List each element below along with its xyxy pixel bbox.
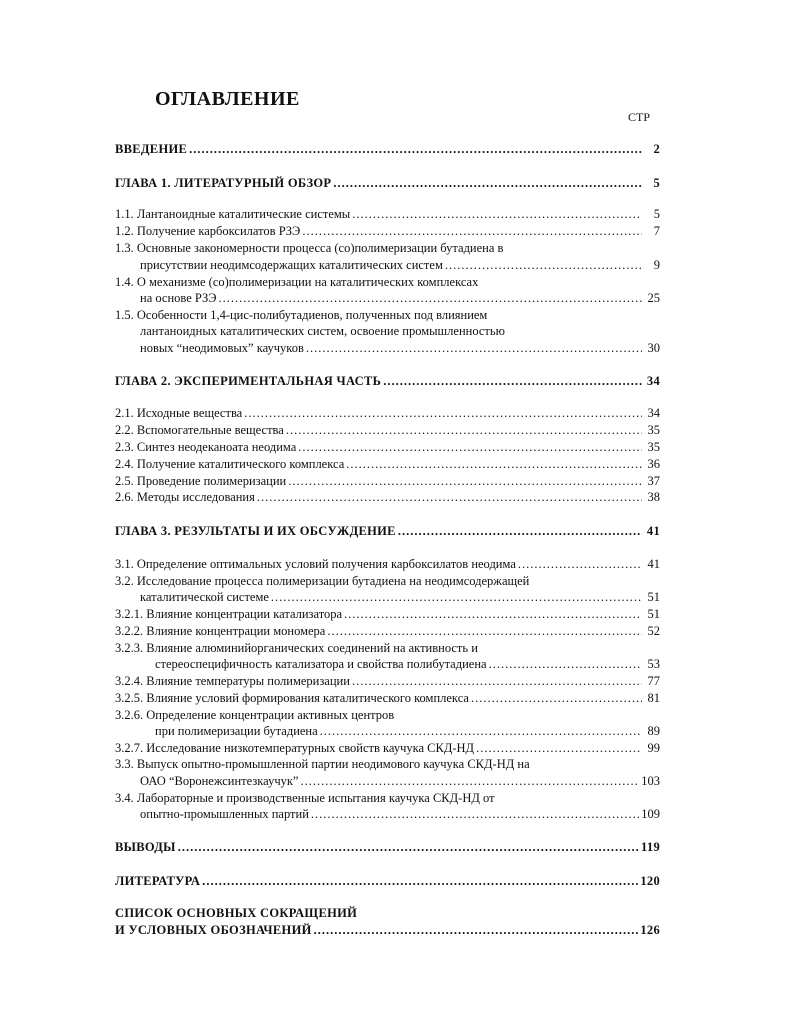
page-title: ОГЛАВЛЕНИЕ [155, 88, 300, 110]
toc-entry-3-1[interactable] [115, 556, 660, 572]
toc-entry-page: 41 [646, 524, 660, 538]
toc-entry-page: 36 [647, 457, 660, 471]
toc-entry-1-2[interactable] [115, 223, 660, 239]
toc-entry-2-4[interactable] [115, 456, 660, 472]
toc-entry-page: 35 [647, 423, 660, 437]
toc-entry-label: 1.1. Лантаноидные каталитические системы [115, 207, 351, 221]
toc-entry-3-2-1[interactable] [115, 606, 660, 622]
toc-entry-3-2-4[interactable] [115, 673, 660, 689]
toc-entry-3-3-line1: 3.3. Выпуск опытно-промышленной партии неодимового каучука СКД-НД на [115, 757, 530, 771]
toc-entry-page: 103 [641, 774, 660, 788]
toc-entry-label: 1.2. Получение карбоксилатов РЗЭ [115, 224, 301, 238]
toc-entry-2-6[interactable] [115, 489, 660, 505]
toc-entry-page: 51 [647, 590, 660, 604]
toc-entry-page: 7 [653, 224, 660, 238]
toc-entry-page: 99 [647, 741, 660, 755]
toc-entry-label: каталитической системе [140, 590, 269, 604]
toc-entry-3-2-6[interactable] [155, 723, 660, 739]
toc-entry-2-5[interactable] [115, 473, 660, 489]
toc-entry-label: 2.4. Получение каталитического комплекса [115, 457, 345, 471]
toc-entry-1-5-line1: 1.5. Особенности 1,4-цис-полибутадиенов, полученных под влиянием [115, 308, 488, 322]
toc-entry-1-4[interactable] [140, 290, 660, 306]
toc-entry-3-2-7[interactable] [115, 740, 660, 756]
toc-entry-label: ГЛАВА 3. РЕЗУЛЬТАТЫ И ИХ ОБСУЖДЕНИЕ [115, 524, 396, 538]
toc-entry-page: 5 [653, 176, 660, 190]
toc-entry-label: стереоспецифичность катализатора и свойства полибутадиена [155, 657, 487, 671]
toc-entry-introduction[interactable] [115, 141, 660, 157]
toc-entry-1-5[interactable] [140, 340, 660, 356]
toc-entry-abbreviations-line1: СПИСОК ОСНОВНЫХ СОКРАЩЕНИЙ [115, 906, 358, 920]
toc-entry-3-2-2[interactable] [115, 623, 660, 639]
toc-entry-label: новых “неодимовых” каучуков [140, 341, 304, 355]
toc-entry-label: 2.1. Исходные вещества [115, 406, 243, 420]
toc-entry-3-2[interactable] [140, 589, 660, 605]
toc-entry-page: 41 [647, 557, 660, 571]
toc-entry-page: 34 [646, 374, 660, 388]
toc-entry-label: ОАО “Воронежсинтезкаучук” [140, 774, 299, 788]
toc-entry-page: 51 [647, 607, 660, 621]
toc-entry-3-4-line1: 3.4. Лабораторные и производственные испытания каучука СКД-НД от [115, 791, 495, 805]
toc-entry-label: 2.2. Вспомогательные вещества [115, 423, 284, 437]
toc-entry-label: присутствии неодимсодержащих каталитических систем [140, 258, 443, 272]
toc-entry-label: на основе РЗЭ [140, 291, 217, 305]
toc-entry-references[interactable] [115, 873, 660, 889]
toc-entry-page: 2 [653, 142, 660, 156]
toc-entry-chapter-3[interactable] [115, 523, 660, 539]
toc-entry-1-3-line1: 1.3. Основные закономерности процесса (со)полимеризации бутадиена в [115, 241, 504, 255]
toc-entry-page: 89 [647, 724, 660, 738]
toc-entry-3-3[interactable] [140, 773, 660, 789]
toc-entry-page: 52 [647, 624, 660, 638]
toc-entry-3-2-line1: 3.2. Исследование процесса полимеризации бутадиена на неодимсодержащей [115, 574, 530, 588]
toc-entry-1-4-line1: 1.4. О механизме (со)полимеризации на каталитических комплексах [115, 275, 479, 289]
toc-entry-label: опытно-промышленных партий [140, 807, 309, 821]
toc-entry-3-2-3[interactable] [155, 656, 660, 672]
page-column-label: СТР [628, 110, 651, 124]
toc-entry-label: ВВЕДЕНИЕ [115, 142, 188, 156]
toc-entry-label: 3.2.7. Исследование низкотемпературных свойств каучука СКД-НД [115, 741, 475, 755]
toc-entry-page: 109 [641, 807, 660, 821]
toc-entry-label: 3.2.5. Влияние условий формирования каталитического комплекса [115, 691, 469, 705]
toc-entry-page: 38 [647, 490, 660, 504]
toc-entry-label: при полимеризации бутадиена [155, 724, 318, 738]
toc-entry-page: 25 [647, 291, 660, 305]
toc-entry-label: 3.2.4. Влияние температуры полимеризации [115, 674, 350, 688]
toc-entry-label: 3.1. Определение оптимальных условий получения карбоксилатов неодима [115, 557, 516, 571]
toc-entry-label: 2.6. Методы исследования [115, 490, 255, 504]
toc-entry-1-1[interactable] [115, 206, 660, 222]
toc-entry-chapter-2[interactable] [115, 373, 660, 389]
toc-entry-label: И УСЛОВНЫХ ОБОЗНАЧЕНИЙ [115, 923, 312, 937]
toc-entry-page: 53 [647, 657, 660, 671]
toc-entry-label: ЛИТЕРАТУРА [115, 874, 201, 888]
toc-entry-page: 9 [653, 258, 660, 272]
toc-entry-1-3[interactable] [140, 257, 660, 273]
toc-entry-label: ГЛАВА 2. ЭКСПЕРИМЕНТАЛЬНАЯ ЧАСТЬ [115, 374, 382, 388]
toc-entry-page: 35 [647, 440, 660, 454]
toc-entry-page: 37 [647, 474, 660, 488]
toc-entry-page: 120 [640, 874, 660, 888]
toc-entry-label: 2.3. Синтез неодеканоата неодима [115, 440, 297, 454]
toc-entry-label: 3.2.2. Влияние концентрации мономера [115, 624, 326, 638]
toc-entry-page: 5 [653, 207, 660, 221]
toc-entry-3-2-6-line1: 3.2.6. Определение концентрации активных центров [115, 708, 395, 722]
toc-entry-page: 34 [647, 406, 660, 420]
toc-entry-label: ГЛАВА 1. ЛИТЕРАТУРНЫЙ ОБЗОР [115, 176, 332, 190]
toc-entry-1-5-line2: лантаноидных каталитических систем, освоение промышленностью [140, 324, 505, 338]
toc-entry-abbreviations[interactable] [115, 922, 660, 938]
toc-entry-2-2[interactable] [115, 422, 660, 438]
toc-entry-label: ВЫВОДЫ [115, 840, 176, 854]
toc-entry-label: 2.5. Проведение полимеризации [115, 474, 287, 488]
toc-entry-2-1[interactable] [115, 405, 660, 421]
toc-entry-page: 30 [647, 341, 660, 355]
toc-entry-3-2-3-line1: 3.2.3. Влияние алюминийорганических соединений на активность и [115, 641, 478, 655]
toc-entry-page: 119 [641, 840, 660, 854]
toc-entry-page: 77 [647, 674, 660, 688]
toc-entry-page: 126 [640, 923, 660, 937]
toc-entry-conclusions[interactable] [115, 839, 660, 855]
toc-entry-3-4[interactable] [140, 806, 660, 822]
toc-entry-3-2-5[interactable] [115, 690, 660, 706]
toc-entry-label: 3.2.1. Влияние концентрации катализатора [115, 607, 343, 621]
toc-entry-page: 81 [647, 691, 660, 705]
toc-entry-chapter-1[interactable] [115, 175, 660, 191]
toc-entry-2-3[interactable] [115, 439, 660, 455]
